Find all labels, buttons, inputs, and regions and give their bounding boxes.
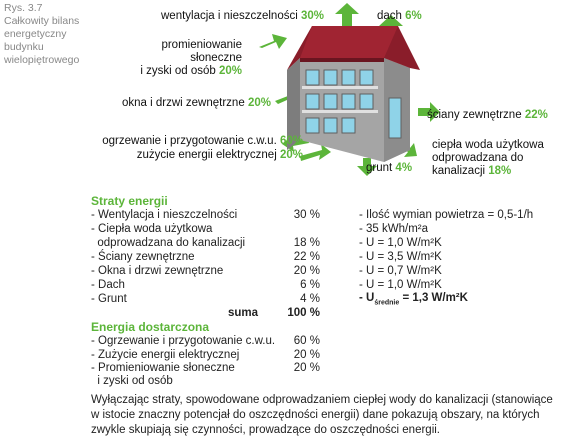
loss-row-label: - Wentylacja i nieszczelności (91, 209, 238, 221)
caption-line: Całkowity bilans (4, 15, 80, 27)
loss-row-note: - U = 0,7 W/m²K (359, 265, 442, 277)
label-ventilation: wentylacja i nieszczelności 30% (161, 10, 325, 22)
loss-row-value: 6 % (300, 279, 320, 291)
loss-row-note: - U = 3,5 W/m²K (359, 251, 442, 263)
loss-row-label: - Okna i drzwi zewnętrzne (91, 265, 224, 277)
label-electricity: zużycie energii elektrycznej 20% (136, 149, 303, 161)
supply-row-value: 20 % (293, 362, 320, 374)
loss-row-value: 4 % (300, 293, 320, 305)
loss-row-note: - Ilość wymian powietrza = 0,5-1/h (359, 209, 534, 221)
loss-row-value: 22 % (293, 251, 320, 263)
loss-row-label: - Grunt (91, 293, 127, 305)
loss-row-label: - Dach (91, 279, 125, 291)
supply-row-value: 60 % (293, 335, 320, 347)
loss-row-note: - 35 kWh/m²a (359, 223, 429, 235)
loss-row-note: - U = 1,0 W/m²K (359, 279, 442, 291)
supply-row-label: - Ogrzewanie i przygotowanie c.w.u. (91, 335, 276, 347)
average-u-note: - $U_{średnie} = 1,3$ W/m²K (359, 292, 468, 307)
label-hotwater: ciepła woda użytkowa odprowadzana do kanalizacji 18% (432, 139, 544, 177)
label-heating: ogrzewanie i przygotowanie c.w.u. 60% (102, 135, 303, 147)
label-windows: okna i drzwi zewnętrzne 20% (122, 97, 271, 109)
label-roof: dach 6% (377, 10, 422, 22)
caption-line: energetyczny (4, 28, 67, 40)
caption-line: wielopiętrowego (4, 54, 80, 66)
losses-heading: Straty energii (91, 194, 168, 208)
supply-row-label: - Promieniowanie słoneczne (91, 362, 235, 374)
loss-row-note: - U = 1,0 W/m²K (359, 237, 442, 249)
label-walls: ściany zewnętrzne 22% (427, 109, 548, 121)
sum-value: 100 % (287, 307, 320, 319)
loss-row-label: - Ciepła woda użytkowa (91, 223, 213, 235)
loss-row-label: - Ściany zewnętrzne (91, 251, 195, 263)
label-solar: promieniowanie słoneczne i zyski od osób 20% (140, 39, 242, 77)
arrow-ventilation (335, 3, 359, 30)
figure-number: Rys. 3.7 (4, 2, 43, 14)
label-ground: grunt 4% (366, 162, 413, 174)
supply-row-label: - Zużycie energii elektrycznej (91, 349, 240, 361)
building (287, 26, 420, 162)
sum-label: suma (228, 307, 259, 319)
supply-row-label: i zyski od osób (91, 375, 173, 387)
loss-row-value: 30 % (293, 209, 320, 221)
caption-line: budynku (4, 41, 44, 53)
loss-row-value: 20 % (293, 265, 320, 277)
loss-row-value: 18 % (293, 237, 320, 249)
supply-row-value: 20 % (293, 349, 320, 361)
arrow-solar (259, 34, 287, 49)
loss-row-label: odprowadzana do kanalizacji (91, 237, 246, 249)
footnote: Wyłączając straty, spowodowane odprowadzaniem ciepłej wody do kanalizacji (stanowiące w istocie znaczny potencjał do oszczędności energii) dane pokazują obszary, na których zwykle skupiają się czynności, prowadzące do oszczędności energii. (91, 394, 553, 436)
supply-heading: Energia dostarczona (91, 320, 210, 334)
